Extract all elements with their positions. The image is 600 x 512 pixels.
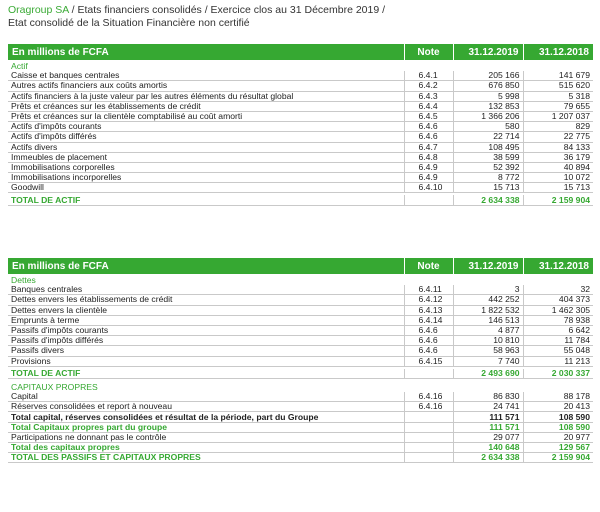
row-note: [404, 432, 453, 442]
column-header-note: Note: [404, 44, 453, 60]
row-label: Actifs d'impôts courants: [8, 122, 404, 132]
row-label: Dettes envers la clientèle: [8, 305, 404, 315]
table-row: [8, 325, 593, 335]
row-value-2018: 88 178: [523, 392, 593, 402]
header-line-2: Etat consolidé de la Situation Financière non certifié: [8, 17, 250, 29]
row-label: Total capital, réserves consolidées et résultat de la période, part du Groupe: [8, 412, 404, 422]
row-value-2018: 141 679: [523, 71, 593, 81]
row-value-2019: 52 392: [453, 162, 523, 172]
row-value-2018: 2 159 904: [523, 195, 593, 205]
row-value-2018: 11 784: [523, 336, 593, 346]
header-separator: /: [68, 4, 78, 16]
total-actif-row: [8, 195, 593, 205]
table-row: [8, 132, 593, 142]
row-note: 6.4.1: [404, 71, 453, 81]
row-value-2018: 32: [523, 285, 593, 295]
row-note: 6.4.10: [404, 183, 453, 193]
table-row: [8, 295, 593, 305]
row-label: Caisse et banques centrales: [8, 71, 404, 81]
row-value-2018: 79 655: [523, 101, 593, 111]
table-row: [8, 285, 593, 295]
row-note: [404, 453, 453, 463]
row-value-2018: 108 590: [523, 422, 593, 432]
row-label: TOTAL DE ACTIF: [8, 369, 404, 379]
column-header-2019: 31.12.2019: [453, 258, 523, 274]
row-value-2019: 146 513: [453, 315, 523, 325]
row-value-2019: 140 648: [453, 443, 523, 453]
row-value-2018: 2 030 337: [523, 369, 593, 379]
row-value-2019: 108 495: [453, 142, 523, 152]
row-value-2019: 111 571: [453, 422, 523, 432]
row-value-2018: 22 775: [523, 132, 593, 142]
table-row: [8, 122, 593, 132]
table-row: [8, 183, 593, 193]
row-value-2019: 2 493 690: [453, 369, 523, 379]
minority-interest-row: [8, 432, 593, 442]
row-note: [404, 422, 453, 432]
table-row: [8, 152, 593, 162]
row-label: Dettes envers les établissements de crédit: [8, 295, 404, 305]
row-note: 6.4.15: [404, 356, 453, 366]
column-header-2018: 31.12.2018: [523, 258, 593, 274]
row-value-2018: 1 207 037: [523, 111, 593, 121]
row-note: 6.4.3: [404, 91, 453, 101]
row-label: Passifs divers: [8, 346, 404, 356]
table-row: [8, 111, 593, 121]
row-label: Autres actifs financiers aux coûts amortis: [8, 81, 404, 91]
row-note: 6.4.9: [404, 162, 453, 172]
passif-table: [8, 258, 593, 463]
row-label: Total Capitaux propres part du groupe: [8, 422, 404, 432]
row-value-2019: 580: [453, 122, 523, 132]
row-note: 6.4.6: [404, 132, 453, 142]
row-label: Immobilisations corporelles: [8, 162, 404, 172]
row-value-2019: 58 963: [453, 346, 523, 356]
row-value-2018: 20 413: [523, 402, 593, 412]
row-note: [404, 369, 453, 379]
row-value-2018: 20 977: [523, 432, 593, 442]
row-label: Provisions: [8, 356, 404, 366]
row-value-2018: 6 642: [523, 325, 593, 335]
row-label: Immobilisations incorporelles: [8, 173, 404, 183]
row-label: Prêts et créances sur les établissements de crédit: [8, 101, 404, 111]
row-label: Passifs d'impôts courants: [8, 325, 404, 335]
actif-header-row: [8, 44, 593, 60]
total-dettes-row: [8, 369, 593, 379]
row-value-2019: 1 822 532: [453, 305, 523, 315]
row-label: Immeubles de placement: [8, 152, 404, 162]
row-label: TOTAL DES PASSIFS ET CAPITAUX PROPRES: [8, 453, 404, 463]
row-value-2019: 2 634 338: [453, 195, 523, 205]
row-value-2018: 36 179: [523, 152, 593, 162]
row-value-2019: 86 830: [453, 392, 523, 402]
table-row: [8, 71, 593, 81]
row-value-2018: 829: [523, 122, 593, 132]
row-note: 6.4.6: [404, 325, 453, 335]
table-row: [8, 356, 593, 366]
company-name: Oragroup SA: [8, 4, 69, 16]
total-capital-row: [8, 412, 593, 422]
row-note: 6.4.4: [404, 101, 453, 111]
table-row: [8, 305, 593, 315]
section-label: Dettes: [11, 275, 36, 286]
column-header-label: En millions de FCFA: [8, 44, 404, 60]
row-value-2018: 5 318: [523, 91, 593, 101]
row-value-2019: 29 077: [453, 432, 523, 442]
row-value-2019: 442 252: [453, 295, 523, 305]
header-line-1: [8, 4, 593, 17]
row-label: Passifs d'impôts différés: [8, 336, 404, 346]
table-row: [8, 392, 593, 402]
row-note: 6.4.6: [404, 336, 453, 346]
row-value-2018: 2 159 904: [523, 453, 593, 463]
row-value-2018: 15 713: [523, 183, 593, 193]
row-value-2019: 38 599: [453, 152, 523, 162]
row-note: 6.4.12: [404, 295, 453, 305]
row-note: 6.4.13: [404, 305, 453, 315]
row-value-2019: 111 571: [453, 412, 523, 422]
row-value-2018: 404 373: [523, 295, 593, 305]
column-header-2018: 31.12.2018: [523, 44, 593, 60]
row-label: Banques centrales: [8, 285, 404, 295]
row-value-2018: 1 462 305: [523, 305, 593, 315]
row-value-2018: 108 590: [523, 412, 593, 422]
row-value-2019: 4 877: [453, 325, 523, 335]
row-note: 6.4.16: [404, 392, 453, 402]
table-row: [8, 336, 593, 346]
row-label: Actifs financiers à la juste valeur par les autres éléments du résultat global: [8, 91, 404, 101]
row-value-2019: 10 810: [453, 336, 523, 346]
row-value-2019: 2 634 338: [453, 453, 523, 463]
row-value-2019: 5 998: [453, 91, 523, 101]
row-note: 6.4.6: [404, 346, 453, 356]
row-note: 6.4.14: [404, 315, 453, 325]
row-note: 6.4.6: [404, 122, 453, 132]
row-note: [404, 195, 453, 205]
row-note: 6.4.7: [404, 142, 453, 152]
row-note: [404, 443, 453, 453]
section-actif: [8, 60, 593, 71]
row-value-2018: 11 213: [523, 356, 593, 366]
table-row: [8, 402, 593, 412]
column-header-note: Note: [404, 258, 453, 274]
table-row: [8, 346, 593, 356]
row-value-2019: 205 166: [453, 71, 523, 81]
row-value-2019: 3: [453, 285, 523, 295]
table-row: [8, 315, 593, 325]
page-header: [8, 4, 593, 30]
row-value-2018: 78 938: [523, 315, 593, 325]
section-capitaux-propres: [8, 381, 593, 392]
row-value-2019: 132 853: [453, 101, 523, 111]
row-value-2018: 84 133: [523, 142, 593, 152]
column-header-label: En millions de FCFA: [8, 258, 404, 274]
row-value-2019: 8 772: [453, 173, 523, 183]
row-label: Goodwill: [8, 183, 404, 193]
row-label: Capital: [8, 392, 404, 402]
row-label: Emprunts à terme: [8, 315, 404, 325]
row-value-2018: 55 048: [523, 346, 593, 356]
row-value-2019: 676 850: [453, 81, 523, 91]
row-value-2019: 1 366 206: [453, 111, 523, 121]
row-label: Actifs divers: [8, 142, 404, 152]
row-value-2018: 515 620: [523, 81, 593, 91]
row-note: 6.4.5: [404, 111, 453, 121]
column-header-2019: 31.12.2019: [453, 44, 523, 60]
row-value-2018: 129 567: [523, 443, 593, 453]
table-row: [8, 173, 593, 183]
table-row: [8, 81, 593, 91]
row-label: Prêts et créances sur la clientèle comptabilisé au coût amorti: [8, 111, 404, 121]
actif-table: [8, 44, 593, 206]
passif-header-row: [8, 258, 593, 274]
table-row: [8, 162, 593, 172]
row-note: 6.4.16: [404, 402, 453, 412]
row-note: 6.4.9: [404, 173, 453, 183]
total-capitaux-propres-row: [8, 443, 593, 453]
section-label: Actif: [11, 61, 28, 72]
header-title: Etats financiers consolidés / Exercice clos au 31 Décembre 2019 /: [77, 4, 386, 16]
total-passif-row: [8, 453, 593, 463]
row-note: 6.4.2: [404, 81, 453, 91]
total-capitaux-groupe-row: [8, 422, 593, 432]
row-label: TOTAL DE ACTIF: [8, 195, 404, 205]
section-dettes: [8, 274, 593, 285]
row-value-2019: 7 740: [453, 356, 523, 366]
row-value-2019: 24 741: [453, 402, 523, 412]
row-label: Actifs d'impôts différés: [8, 132, 404, 142]
row-note: [404, 412, 453, 422]
section-label: CAPITAUX PROPRES: [11, 381, 98, 392]
table-row: [8, 91, 593, 101]
row-note: 6.4.11: [404, 285, 453, 295]
row-value-2019: 15 713: [453, 183, 523, 193]
table-row: [8, 101, 593, 111]
row-value-2018: 40 894: [523, 162, 593, 172]
row-note: 6.4.8: [404, 152, 453, 162]
table-row: [8, 142, 593, 152]
row-label: Total des capitaux propres: [8, 443, 404, 453]
row-label: Réserves consolidées et report à nouveau: [8, 402, 404, 412]
row-value-2019: 22 714: [453, 132, 523, 142]
row-label: Participations ne donnant pas le contrôle: [8, 432, 404, 442]
row-value-2018: 10 072: [523, 173, 593, 183]
